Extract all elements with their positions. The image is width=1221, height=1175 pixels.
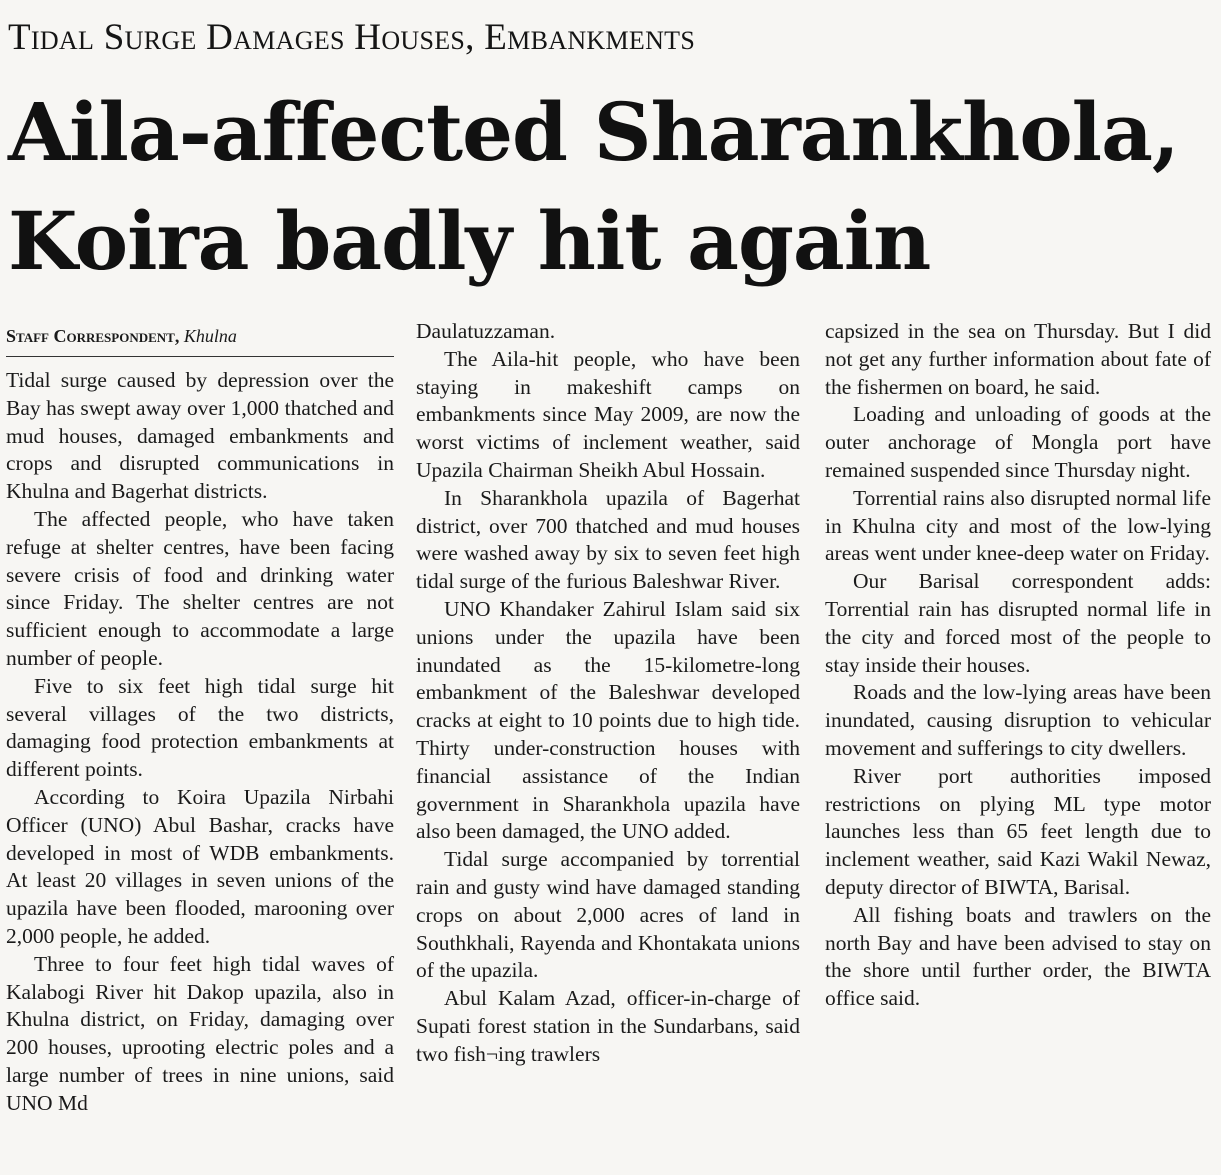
paragraph: Loading and unloading of goods at the outer anchorage of Mongla port have remained suspended since Thursday night.	[825, 402, 1211, 482]
article-column-1	[6, 318, 394, 1118]
paragraph: Roads and the low-lying areas have been inundated, causing disruption to vehicular movement and sufferings to city dwellers.	[825, 680, 1211, 760]
article-column-2	[416, 318, 800, 1069]
paragraph: The affected people, who have taken refuge at shelter centres, have been facing severe crisis of food and drinking water since Friday. The shelter centres are not sufficient enough to accommodate a large number of people.	[6, 506, 394, 670]
paragraph: In Sharankhola upazila of Bagerhat district, over 700 thatched and mud houses were washed away by six to seven feet high tidal surge of the furious Baleshwar River.	[416, 485, 800, 594]
paragraph: Tidal surge accompanied by torrential rain and gusty wind have damaged standing crops on about 2,000 acres of land in Southkhali, Rayenda and Khontakata unions of the upazila.	[416, 847, 800, 983]
headline-line-1: Aila-affected Sharankhola,	[8, 85, 1179, 179]
paragraph: Five to six feet high tidal surge hit several villages of the two districts, damaging food protection embankments at different points.	[6, 673, 394, 782]
paragraph: Abul Kalam Azad, officer-in-charge of Supati forest station in the Sundarbans, said two fish¬ing trawlers	[416, 986, 800, 1066]
paragraph: Torrential rains also disrupted normal life in Khulna city and most of the low-lying areas went under knee-deep water on Friday.	[825, 485, 1211, 566]
paragraph: UNO Khandaker Zahirul Islam said six unions under the upazila have been inundated as the 15-kilometre-long embankment of the Baleshwar developed cracks at eight to 10 points due to high tide. Thirty under-construction houses with financial assistance of the Indian government in Sharankhola upazila have also been damaged, the UNO added.	[416, 596, 800, 844]
byline-location: Khulna	[183, 326, 237, 346]
paragraph: According to Koira Upazila Nirbahi Officer (UNO) Abul Bashar, cracks have developed in most of WDB embankments. At least 20 villages in seven unions of the upazila have been flooded, marooning over 2,000 people, he added.	[6, 784, 394, 948]
paragraph: River port authorities imposed restrictions on plying ML type motor launches less than 65 feet length due to inclement weather, said Kazi Wakil Newaz, deputy director of BIWTA, Barisal.	[825, 763, 1211, 899]
headline	[8, 78, 1218, 296]
headline-line-2: Koira badly hit again	[8, 194, 931, 288]
paragraph-continued: capsized in the sea on Thursday. But I did not get any further information about fate of the fishermen on board, he said.	[825, 319, 1211, 399]
paragraph: All fishing boats and trawlers on the north Bay and have been advised to stay on the shore until further order, the BIWTA office said.	[825, 902, 1211, 1011]
paragraph: Tidal surge caused by depression over the Bay has swept away over 1,000 thatched and mud houses, damaged embankments and crops and disrupted communications in Khulna and Bagerhat districts.	[6, 368, 394, 504]
kicker-heading: Tidal Surge Damages Houses, Embankments	[8, 17, 696, 58]
byline-author: Staff Correspondent,	[6, 326, 180, 346]
paragraph: Our Barisal correspondent adds: Torrential rain has disrupted normal life in the city and forced most of the people to stay inside their houses.	[825, 569, 1211, 677]
paragraph-continued: Daulatuzzaman.	[416, 319, 556, 343]
byline	[6, 318, 394, 357]
article-column-3	[825, 318, 1211, 1013]
paragraph: Three to four feet high tidal waves of Kalabogi River hit Dakop upazila, also in Khulna district, on Friday, damaging over 200 houses, uprooting electric poles and a large number of trees in nine unions, said UNO Md	[6, 951, 394, 1115]
paragraph: The Aila-hit people, who have been staying in makeshift camps on embankments since May 2009, are now the worst victims of inclement weather, said Upazila Chairman Sheikh Abul Hossain.	[416, 346, 800, 482]
